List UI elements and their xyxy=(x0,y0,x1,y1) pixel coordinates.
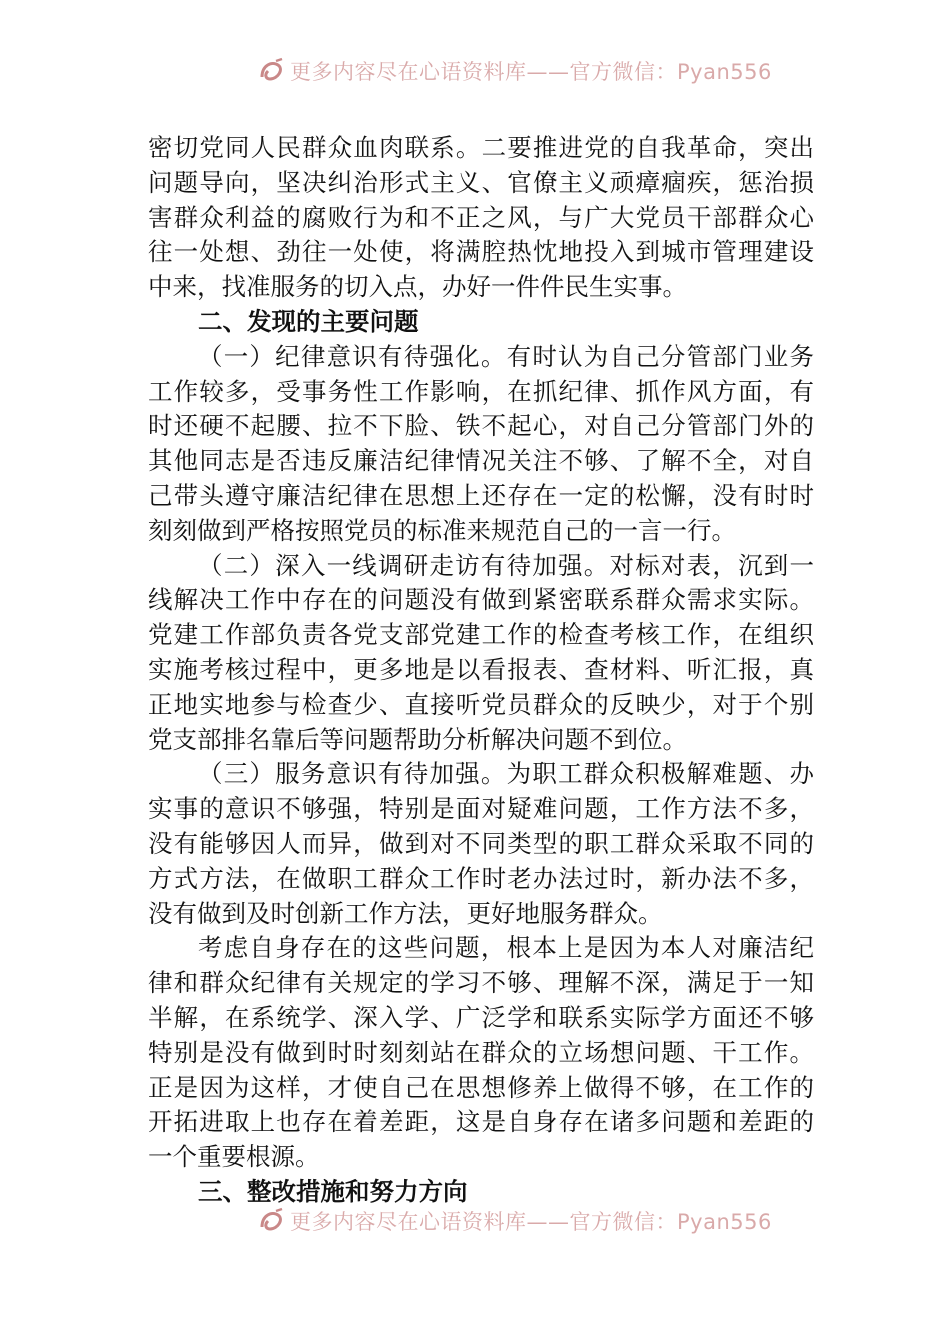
paragraph-line: 开拓进取上也存在着差距，这是自身存在诸多问题和差距的 xyxy=(148,1107,814,1137)
paragraph-line: 正地实地参与检查少、直接听党员群众的反映少，对于个别 xyxy=(148,689,814,719)
paragraph-line: 特别是没有做到时时刻刻站在群众的立场想问题、干工作。 xyxy=(148,1037,814,1067)
paragraph-line: 其他同志是否违反廉洁纪律情况关注不够、了解不全，对自 xyxy=(148,446,814,476)
paragraph-line: 害群众利益的腐败行为和不正之风，与广大党员干部群众心 xyxy=(148,202,814,232)
header-watermark xyxy=(258,56,778,86)
paragraph-line: 实施考核过程中，更多地是以看报表、查材料、听汇报，真 xyxy=(148,654,814,684)
document-body xyxy=(148,131,814,1210)
watermark-text: 更多内容尽在心语资料库——官方微信：Pyan556 xyxy=(290,60,772,84)
paragraph-line: 己带头遵守廉洁纪律在思想上还存在一定的松懈，没有时时 xyxy=(148,480,814,510)
paragraph-line: 实事的意识不够强，特别是面对疑难问题，工作方法不多， xyxy=(148,794,814,824)
watermark-logo-icon xyxy=(258,1207,286,1235)
paragraph-line: 律和群众纪律有关规定的学习不够、理解不深，满足于一知 xyxy=(148,968,814,998)
paragraph-line: 工作较多，受事务性工作影响，在抓纪律、抓作风方面，有 xyxy=(148,376,814,406)
paragraph-line: （一）纪律意识有待强化。有时认为自己分管部门业务 xyxy=(198,341,814,371)
paragraph-line: 往一处想、劲往一处使，将满腔热忱地投入到城市管理建设 xyxy=(148,237,814,267)
paragraph-line: （三）服务意识有待加强。为职工群众积极解难题、办 xyxy=(198,759,814,789)
footer-watermark xyxy=(258,1206,778,1236)
watermark-logo-icon xyxy=(258,57,286,85)
paragraph-line: 半解，在系统学、深入学、广泛学和联系实际学方面还不够 xyxy=(148,1002,814,1032)
paragraph-line: 线解决工作中存在的问题没有做到紧密联系群众需求实际。 xyxy=(148,585,814,615)
watermark-text: 更多内容尽在心语资料库——官方微信：Pyan556 xyxy=(290,1210,772,1234)
section-heading-3: 三、整改措施和努力方向 xyxy=(198,1176,468,1206)
paragraph-line: 没有做到及时创新工作方法，更好地服务群众。 xyxy=(148,898,663,928)
paragraph-line: 一个重要根源。 xyxy=(148,1142,320,1172)
paragraph-line: 问题导向，坚决纠治形式主义、官僚主义顽瘴痼疾，惩治损 xyxy=(148,167,814,197)
paragraph-line: 考虑自身存在的这些问题，根本上是因为本人对廉洁纪 xyxy=(198,933,814,963)
paragraph-line: 正是因为这样，才使自己在思想修养上做得不够，在工作的 xyxy=(148,1072,814,1102)
paragraph-line: 时还硬不起腰、拉不下脸、铁不起心，对自己分管部门外的 xyxy=(148,411,814,441)
paragraph-line: 方式方法，在做职工群众工作时老办法过时，新办法不多， xyxy=(148,863,814,893)
section-heading-2: 二、发现的主要问题 xyxy=(198,306,419,336)
paragraph-line: 党支部排名靠后等问题帮助分析解决问题不到位。 xyxy=(148,724,687,754)
paragraph-line: 中来，找准服务的切入点，办好一件件民生实事。 xyxy=(148,272,687,302)
paragraph-line: 党建工作部负责各党支部党建工作的检查考核工作，在组织 xyxy=(148,620,814,650)
paragraph-line: 刻刻做到严格按照党员的标准来规范自己的一言一行。 xyxy=(148,515,736,545)
paragraph-line: 密切党同人民群众血肉联系。二要推进党的自我革命，突出 xyxy=(148,133,814,162)
paragraph-line: （二）深入一线调研走访有待加强。对标对表，沉到一 xyxy=(198,550,814,580)
paragraph-line: 没有能够因人而异，做到对不同类型的职工群众采取不同的 xyxy=(148,828,814,858)
